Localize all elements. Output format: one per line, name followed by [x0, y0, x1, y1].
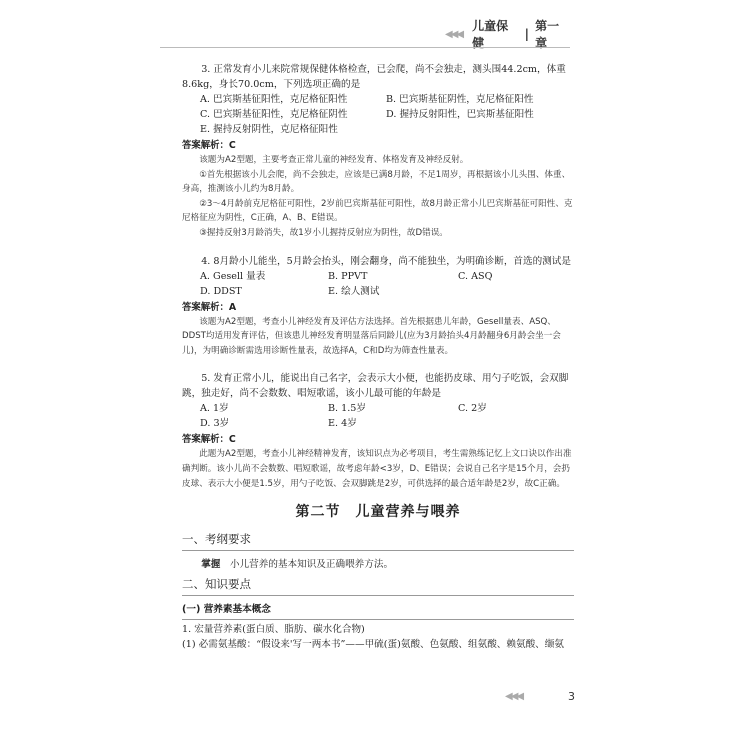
subheading-nutrients — [182, 602, 574, 620]
q3-explanation-3: ②3～4月龄前克尼格征可阳性，2岁前巴宾斯基征可阳性，故8月龄正常小儿巴宾斯基征可阳性、克尼格征应为阴性，C正确，A、B、E错误。 — [182, 198, 573, 224]
subheading-nutrients-text: (一) 营养素基本概念 — [182, 604, 271, 616]
q5-option-c: C. 2岁 — [458, 403, 487, 415]
q5-option-a: A. 1岁 — [200, 403, 229, 415]
q3-option-a: A. 巴宾斯基征阳性，克尼格征阳性 — [200, 94, 348, 105]
q3-answer: 答案解析：C — [182, 140, 236, 151]
q4-stem: 4. 8月龄小儿能坐，5月龄会抬头，刚会翻身，尚不能独坐，为明确诊断，首选的测试是 — [201, 255, 571, 267]
q3-option-e: E. 握持反射阴性，克尼格征阳性 — [200, 124, 338, 135]
page-content — [182, 62, 574, 652]
q5-option-e: E. 4岁 — [328, 418, 357, 430]
amino-acids-line: (1) 必需氨基酸：“假设来'写一两本书”——甲硫(蛋)氨酸、色氨酸、组氨酸、赖氨酸、缬氨 — [182, 639, 564, 651]
q4-answer: 答案解析：A — [182, 301, 237, 313]
footer-chevrons-icon: ◀◀◀ — [505, 691, 523, 702]
mastery-line — [182, 557, 574, 572]
header-title: 儿童保健 — [472, 19, 509, 50]
q3-options — [200, 92, 574, 137]
q4-option-e: E. 绘人测试 — [328, 285, 380, 297]
mastery-text: 小儿营养的基本知识及正确喂养方法。 — [229, 559, 394, 571]
q4-option-d: D. DDST — [200, 285, 242, 297]
q5-option-b: B. 1.5岁 — [328, 403, 367, 415]
page-number: 3 — [568, 690, 575, 703]
macro-nutrients-line: 1. 宏量营养素(蛋白质、脂肪、碳水化合物) — [182, 624, 365, 636]
q3-stem: 3. 正常发育小儿来院常规保健体格检查，已会爬，尚不会独走，测头围44.2cm，体重8.6kg，身长70.0cm，下列选项正确的是 — [182, 64, 566, 90]
q4-explanation: 该题为A2型题，考查小儿神经发育及评估方法选择。首先根据患儿年龄，Gesell量表、ASQ、DDST均适用发育评估，但该患儿神经发育明显落后同龄儿(应为3月龄抬头4月龄翻身6月龄会坐一会儿)，为明确诊断需选用诊断性量表，故选择A，C和D均为筛查性量表。 — [182, 316, 561, 356]
q5-stem: 5. 发育正常小儿，能说出自己名字，会表示大小便，也能扔皮球、用勺子吃饭，会双脚跳，独走好，尚不会数数、唱短歌谣，该小儿最可能的年龄是 — [182, 373, 569, 400]
heading-outline: 一、考纲要求 — [182, 532, 574, 551]
q5-answer: 答案解析：C — [182, 434, 236, 446]
q3-option-b: B. 巴宾斯基征阴性，克尼格征阳性 — [386, 94, 534, 105]
q3-option-d: D. 握持反射阳性，巴宾斯基征阳性 — [386, 109, 534, 120]
q4-options — [200, 269, 574, 299]
header-chapter: 第一章 — [535, 19, 560, 50]
chevrons-icon: ◀◀◀ — [445, 28, 463, 40]
q5-explanation: 此题为A2型题，考查小儿神经精神发育，该知识点为必考项目，考生需熟练记忆上文口诀以作出准确判断。该小儿尚不会数数、唱短歌谣，故考虑年龄<3岁，D、E错误；会说自己名字是15个月，会扔皮球、表示大小便是1.5岁，用勺子吃饭、会双脚跳是2岁，可供选择的最合适年龄是2岁，故C正确。 — [182, 449, 572, 489]
q5-option-d: D. 3岁 — [200, 418, 230, 430]
header-rule — [160, 47, 570, 48]
q3-explanation-4: ③握持反射3月龄消失，故1岁小儿握持反射应为阴性，故D错误。 — [199, 227, 448, 238]
heading-points: 二、知识要点 — [182, 577, 574, 596]
header-separator: | — [524, 27, 530, 41]
q4-option-b: B. PPVT — [328, 270, 368, 282]
q3-option-c: C. 巴宾斯基征阳性，克尼格征阴性 — [200, 109, 348, 120]
q3-explanation-2: ①首先根据该小儿会爬，尚不会独走，应该是已满8月龄，不足1周岁，再根据该小儿头围、体重、身高，推测该小儿约为8月龄。 — [182, 169, 571, 195]
q3-explanation-1: 该题为A2型题，主要考查正常儿童的神经发育、体格发育及神经反射。 — [199, 155, 469, 165]
q5-options — [200, 401, 574, 431]
running-header — [445, 19, 570, 50]
q4-option-a: A. Gesell 量表 — [200, 270, 266, 282]
page-footer — [505, 690, 575, 703]
q4-option-c: C. ASQ — [458, 270, 493, 282]
mastery-label: 掌握 — [201, 559, 221, 571]
section-title: 第二节 儿童营养与喂养 — [295, 504, 461, 521]
